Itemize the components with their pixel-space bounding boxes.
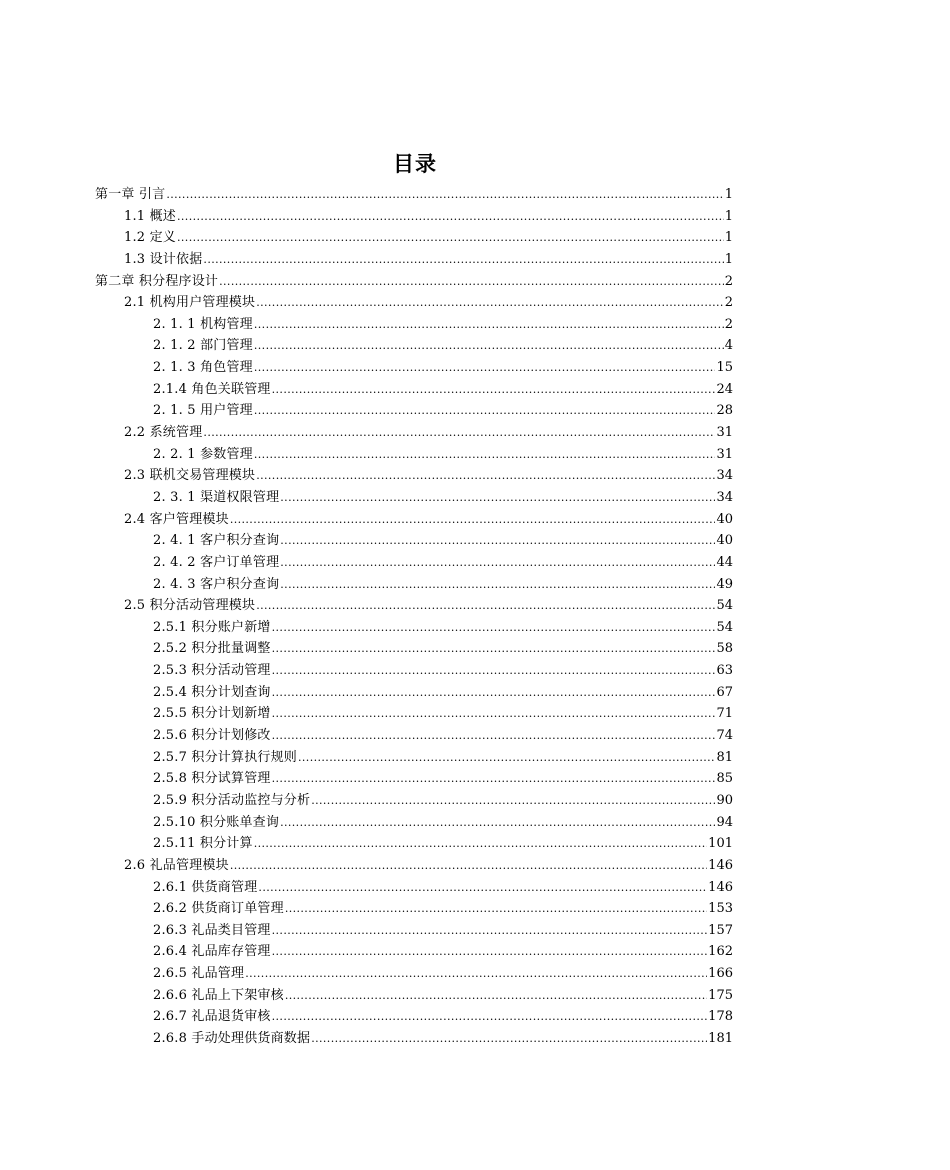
toc-dot-leader	[285, 903, 707, 914]
toc-entry[interactable]	[95, 941, 733, 963]
toc-entry-page-number: 181	[708, 1030, 733, 1046]
toc-dot-leader	[272, 730, 716, 741]
toc-dot-leader	[219, 276, 724, 287]
toc-dot-leader	[280, 557, 715, 568]
toc-entry-page-number: 157	[708, 922, 733, 938]
toc-entry[interactable]	[95, 400, 733, 422]
toc-entry[interactable]	[95, 920, 733, 942]
toc-entry[interactable]	[95, 963, 733, 985]
toc-entry-page-number: 31	[716, 425, 733, 441]
toc-entry[interactable]	[95, 487, 733, 509]
toc-entry-label: 2.6.7 礼品退货审核	[153, 1009, 271, 1025]
toc-entry[interactable]	[95, 1028, 733, 1050]
toc-entry-page-number: 34	[716, 489, 733, 505]
toc-entry-page-number: 1	[724, 251, 733, 267]
toc-entry-label: 2.5.3 积分活动管理	[153, 663, 271, 679]
toc-dot-leader	[272, 643, 716, 654]
toc-dot-leader	[254, 449, 716, 460]
toc-entry[interactable]	[95, 271, 733, 293]
toc-entry-page-number: 90	[716, 792, 733, 808]
toc-dot-leader	[272, 622, 716, 633]
toc-entry-page-number: 40	[716, 511, 733, 527]
toc-entry-page-number: 44	[716, 554, 733, 570]
toc-entry-page-number: 54	[716, 598, 733, 614]
toc-entry-page-number: 4	[724, 338, 733, 354]
toc-entry-label: 2. 4. 3 客户积分查询	[153, 576, 280, 592]
toc-dot-leader	[256, 600, 715, 611]
toc-dot-leader	[256, 297, 724, 308]
toc-entry-label: 2. 1. 1 机构管理	[153, 316, 253, 332]
toc-entry[interactable]	[95, 747, 733, 769]
toc-entry[interactable]	[95, 725, 733, 747]
toc-entry-page-number: 49	[716, 576, 733, 592]
toc-entry-page-number: 85	[716, 771, 733, 787]
toc-entry-label: 2.5 积分活动管理模块	[124, 598, 256, 614]
toc-entry-label: 第一章 引言	[95, 187, 166, 202]
toc-entry-label: 2.3 联机交易管理模块	[124, 468, 256, 484]
toc-dot-leader	[258, 882, 707, 893]
toc-entry[interactable]	[95, 335, 733, 357]
toc-entry-label: 2. 1. 2 部门管理	[153, 338, 253, 354]
toc-entry-page-number: 94	[716, 814, 733, 830]
toc-entry-label: 2.6.6 礼品上下架审核	[153, 987, 284, 1003]
toc-title: 目录	[393, 151, 437, 176]
toc-entry-label: 第二章 积分程序设计	[95, 273, 219, 289]
toc-entry-page-number: 54	[716, 619, 733, 635]
toc-entry[interactable]	[95, 833, 733, 855]
toc-entry-label: 2.5.8 积分试算管理	[153, 771, 271, 787]
toc-entry-label: 1.1 概述	[124, 208, 177, 224]
toc-dot-leader	[245, 968, 707, 979]
toc-entry-label: 2.1 机构用户管理模块	[124, 295, 256, 311]
toc-entry-label: 2.6 礼品管理模块	[124, 857, 229, 873]
toc-entry[interactable]	[95, 509, 733, 531]
toc-entry-label: 2.6.2 供货商订单管理	[153, 901, 284, 917]
toc-dot-leader	[272, 946, 708, 957]
toc-entry-page-number: 1	[724, 208, 733, 224]
toc-entry[interactable]	[95, 855, 733, 877]
toc-entry-label: 2.1.4 角色关联管理	[153, 381, 271, 397]
toc-entry-page-number: 34	[716, 468, 733, 484]
toc-entry-label: 2. 1. 5 用户管理	[153, 403, 253, 419]
toc-entry-page-number: 71	[716, 706, 733, 722]
toc-entry-page-number: 24	[716, 381, 733, 397]
toc-entry-label: 2. 3. 1 渠道权限管理	[153, 489, 280, 505]
toc-dot-leader	[203, 254, 723, 265]
toc-dot-leader	[272, 925, 708, 936]
toc-dot-leader	[203, 427, 715, 438]
toc-entry[interactable]	[95, 1006, 733, 1028]
toc-entry-page-number: 178	[708, 1009, 733, 1025]
toc-entry[interactable]	[95, 985, 733, 1007]
toc-entry-label: 2.6.4 礼品库存管理	[153, 944, 271, 960]
toc-dot-leader	[254, 340, 724, 351]
toc-entry-page-number: 153	[708, 901, 733, 917]
toc-dot-leader	[280, 492, 715, 503]
toc-entry-page-number: 31	[716, 446, 733, 462]
toc-entry-label: 2.4 客户管理模块	[124, 511, 229, 527]
toc-entry[interactable]	[95, 444, 733, 466]
toc-list	[95, 184, 733, 1050]
toc-entry-page-number: 67	[716, 684, 733, 700]
toc-dot-leader	[254, 405, 716, 416]
toc-entry-label: 2. 2. 1 参数管理	[153, 446, 253, 462]
toc-entry-label: 2.6.8 手动处理供货商数据	[153, 1030, 311, 1046]
toc-entry-label: 2.5.7 积分计算执行规则	[153, 749, 298, 765]
toc-entry[interactable]	[95, 703, 733, 725]
toc-entry-page-number: 15	[716, 360, 733, 376]
toc-entry-page-number: 28	[716, 403, 733, 419]
toc-entry-label: 2.5.5 积分计划新增	[153, 706, 271, 722]
toc-entry-page-number: 2	[724, 273, 733, 289]
toc-entry-page-number: 101	[708, 836, 733, 852]
toc-entry[interactable]	[95, 292, 733, 314]
toc-entry-label: 2.6.1 供货商管理	[153, 879, 258, 895]
toc-dot-leader	[272, 687, 716, 698]
toc-dot-leader	[230, 514, 716, 525]
toc-dot-leader	[254, 838, 707, 849]
toc-entry-page-number: 146	[708, 879, 733, 895]
toc-dot-leader	[177, 232, 724, 243]
toc-dot-leader	[272, 1011, 708, 1022]
toc-entry[interactable]	[95, 249, 733, 271]
toc-dot-leader	[254, 362, 716, 373]
toc-entry-page-number: 2	[724, 316, 733, 332]
toc-dot-leader	[177, 211, 724, 222]
toc-dot-leader	[298, 752, 715, 763]
toc-entry-page-number: 63	[716, 663, 733, 679]
toc-entry-page-number: 40	[716, 533, 733, 549]
toc-entry-page-number: 175	[708, 987, 733, 1003]
toc-entry[interactable]	[95, 379, 733, 401]
toc-entry-label: 2. 4. 2 客户订单管理	[153, 554, 280, 570]
toc-entry[interactable]	[95, 574, 733, 596]
toc-entry[interactable]	[95, 660, 733, 682]
toc-entry[interactable]	[95, 812, 733, 834]
toc-dot-leader	[311, 1033, 707, 1044]
toc-dot-leader	[272, 708, 716, 719]
toc-entry[interactable]	[95, 206, 733, 228]
toc-entry[interactable]	[95, 790, 733, 812]
toc-entry-label: 2.5.10 积分账单查询	[153, 814, 280, 830]
toc-dot-leader	[280, 579, 715, 590]
toc-dot-leader	[272, 773, 716, 784]
toc-entry-label: 2.5.6 积分计划修改	[153, 728, 271, 744]
toc-entry[interactable]	[95, 877, 733, 899]
toc-dot-leader	[272, 384, 716, 395]
toc-entry-label: 1.3 设计依据	[124, 251, 203, 267]
toc-dot-leader	[254, 319, 724, 330]
toc-entry-page-number: 166	[708, 966, 733, 982]
toc-entry[interactable]	[95, 898, 733, 920]
toc-entry-label: 2.5.1 积分账户新增	[153, 619, 271, 635]
toc-entry[interactable]	[95, 768, 733, 790]
toc-entry[interactable]	[95, 638, 733, 660]
toc-dot-leader	[311, 795, 715, 806]
toc-entry-label: 2. 1. 3 角色管理	[153, 360, 253, 376]
toc-entry-label: 2.6.3 礼品类目管理	[153, 922, 271, 938]
toc-entry-label: 2.2 系统管理	[124, 425, 203, 441]
toc-entry-label: 2. 4. 1 客户积分查询	[153, 533, 280, 549]
toc-dot-leader	[256, 470, 715, 481]
toc-entry-label: 1.2 定义	[124, 230, 177, 246]
toc-entry[interactable]	[95, 227, 733, 249]
toc-entry-page-number: 74	[716, 728, 733, 744]
toc-dot-leader	[280, 535, 715, 546]
toc-entry-page-number: 162	[708, 944, 733, 960]
toc-dot-leader	[166, 189, 723, 200]
toc-entry-label: 2.5.4 积分计划查询	[153, 684, 271, 700]
toc-entry[interactable]	[95, 530, 733, 552]
toc-dot-leader	[230, 860, 707, 871]
toc-entry[interactable]	[95, 314, 733, 336]
toc-entry-page-number: 81	[716, 749, 733, 765]
toc-dot-leader	[280, 817, 715, 828]
toc-entry[interactable]	[95, 617, 733, 639]
toc-entry[interactable]	[95, 357, 733, 379]
toc-dot-leader	[285, 990, 707, 1001]
toc-entry-label: 2.5.2 积分批量调整	[153, 641, 271, 657]
toc-entry-page-number: 1	[724, 187, 733, 202]
toc-entry[interactable]	[95, 465, 733, 487]
toc-entry-page-number: 1	[724, 230, 733, 246]
toc-entry-label: 2.6.5 礼品管理	[153, 966, 245, 982]
toc-entry-page-number: 146	[708, 857, 733, 873]
toc-entry[interactable]	[95, 595, 733, 617]
toc-entry[interactable]	[95, 422, 733, 444]
toc-entry-page-number: 58	[716, 641, 733, 657]
toc-entry[interactable]	[95, 682, 733, 704]
toc-entry-label: 2.5.11 积分计算	[153, 836, 253, 852]
toc-entry[interactable]	[95, 184, 733, 206]
toc-entry-label: 2.5.9 积分活动监控与分析	[153, 792, 311, 808]
toc-entry[interactable]	[95, 552, 733, 574]
toc-dot-leader	[272, 665, 716, 676]
toc-entry-page-number: 2	[724, 295, 733, 311]
